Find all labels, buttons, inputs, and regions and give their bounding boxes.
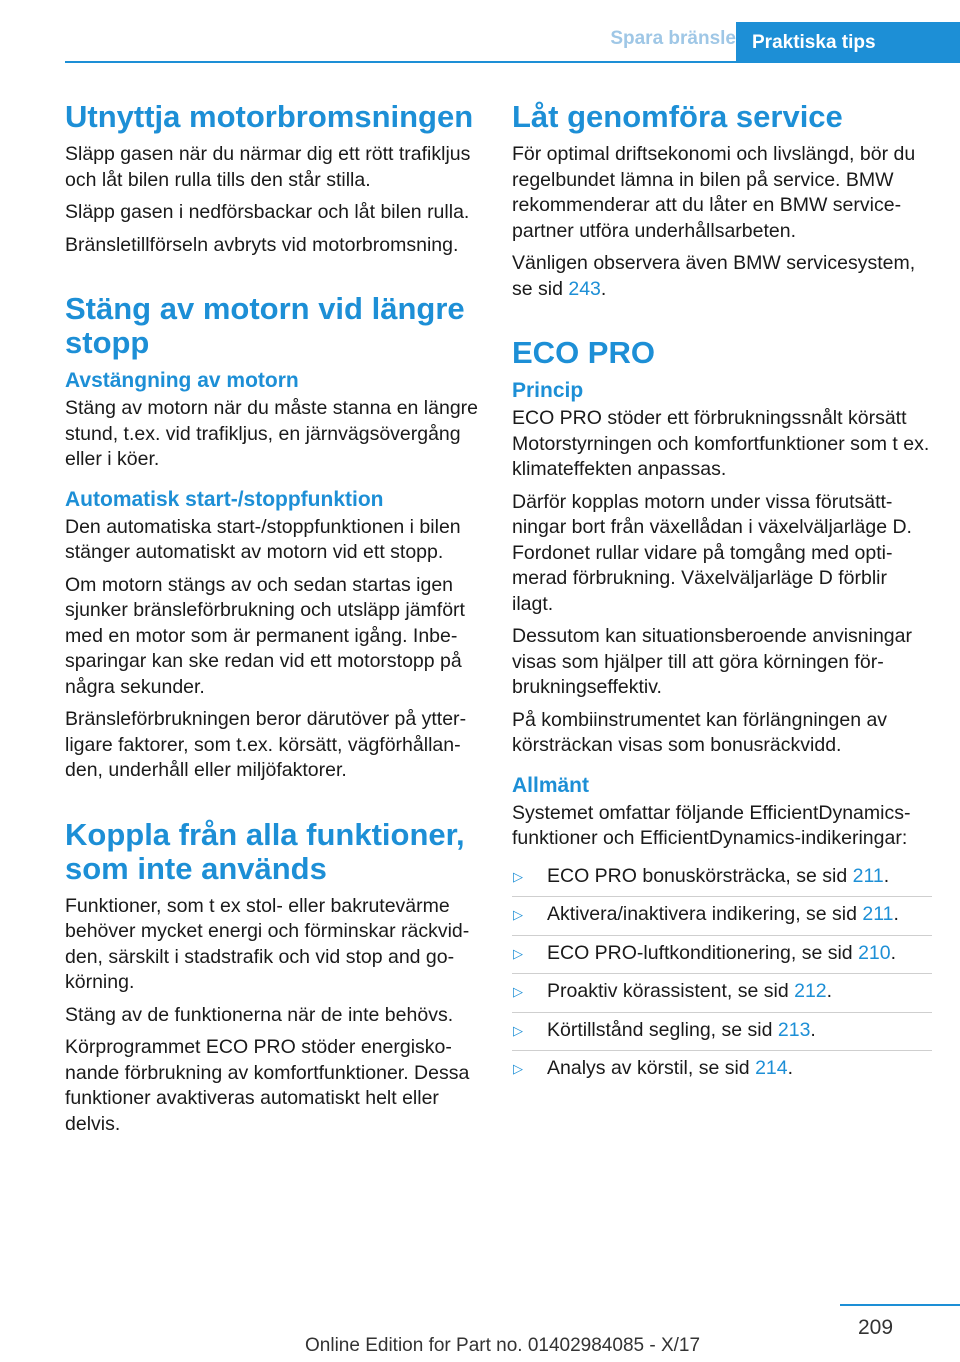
list-item-text: Analys av körstil, se sid 214. xyxy=(547,1057,794,1079)
page-link-243[interactable]: 243 xyxy=(568,277,601,300)
paragraph: Körprogrammet ECO PRO stöder energiskonande förbrukning av komfortfunktioner. Dessa funktioner avaktiveras automatiskt helt eller delvis. xyxy=(65,1036,470,1135)
paragraph: Systemet omfattar följande EfficientDynamics-funktioner och EfficientDynamics-indikeringar: xyxy=(512,801,911,849)
paragraph: Stäng av motorn när du måste stanna en längre stund, t.ex. vid trafikljus, en järnvägsövergång eller i köer. xyxy=(65,397,479,470)
list-item xyxy=(512,897,932,928)
page-number: 209 xyxy=(858,1316,894,1339)
page-link[interactable]: 211 xyxy=(862,903,894,925)
text: . xyxy=(600,277,607,300)
paragraph: Bränsleförbrukningen beror därutöver på ytterligare faktorer, som t.ex. körsätt, vägförhållanden, underhåll eller miljöfaktorer. xyxy=(65,708,467,781)
list-item xyxy=(512,974,932,1005)
list-item-text: Proaktiv körassistent, se sid 212. xyxy=(547,980,833,1002)
function-list xyxy=(512,859,932,1082)
subheading-avstangning: Avstängning av motorn xyxy=(65,369,299,392)
list-item-text: ECO PRO bonuskörsträcka, se sid 211. xyxy=(547,864,890,887)
page-link[interactable]: 212 xyxy=(794,980,827,1002)
paragraph: Därför kopplas motorn under vissa förutsättningar bort från växellådan i växelväljarläge D. Fordonet rullar vidare på tomgång med optimerad förbrukning. Växelväljarläge D förblir ilagt. xyxy=(512,490,912,615)
page-link[interactable]: 211 xyxy=(852,864,884,887)
list-item xyxy=(512,1013,932,1044)
triangle-bullet-icon: ▷ xyxy=(513,945,523,961)
page-link[interactable]: 210 xyxy=(858,941,891,964)
triangle-bullet-icon: ▷ xyxy=(513,907,523,922)
paragraph: Bränsletillförseln avbryts vid motorbromsning. xyxy=(65,233,459,256)
triangle-bullet-icon: ▷ xyxy=(513,984,523,999)
paragraph-service-ref xyxy=(512,251,932,302)
subheading-automatisk-start-stopp: Automatisk start-/stoppfunktion xyxy=(65,487,384,511)
heading-eco-pro: ECO PRO xyxy=(512,335,655,370)
right-column xyxy=(512,100,932,1089)
paragraph: På kombiinstrumentet kan förlängningen av körsträckan visas som bonusräckvidd. xyxy=(512,708,888,756)
triangle-bullet-icon: ▷ xyxy=(513,1061,523,1076)
page-link[interactable]: 214 xyxy=(755,1057,788,1079)
page-link[interactable]: 213 xyxy=(777,1018,811,1041)
triangle-bullet-icon: ▷ xyxy=(513,868,523,884)
edition-note: Online Edition for Part no. 01402984085 - X/17 xyxy=(305,1335,701,1356)
paragraph: Släpp gasen i nedförsbackar och låt bilen rulla. xyxy=(65,201,470,223)
paragraph: För optimal driftsekonomi och livslängd, bör du regelbundet lämna in bilen på service. BMW rekommenderar att du låter en BMW servicepartner utföra underhållsarbeten. xyxy=(512,143,916,242)
list-item-text: Aktivera/inaktivera indikering, se sid 211. xyxy=(547,903,899,925)
paragraph: Om motorn stängs av och sedan startas igen sjunker bränsleförbrukning och utsläpp jämfört med en motor som är permanent igång. Inbesparingar kan ske redan vid ett motorstopp på några sekunder. xyxy=(65,573,465,698)
list-item-text: Körtillstånd segling, se sid 213. xyxy=(547,1018,816,1041)
list-item xyxy=(512,1051,932,1082)
list-item xyxy=(512,936,932,967)
left-column xyxy=(65,100,485,1144)
paragraph: Dessutom kan situationsberoende anvisningar visas som hjälper till att göra körningen förbrukningseffektiv. xyxy=(512,625,912,698)
list-item-text: ECO PRO-luftkonditionering, se sid 210. xyxy=(547,941,897,964)
paragraph: Funktioner, som t ex stol- eller bakrutevärme behöver mycket energi och förminskar räckvidden, särskilt i stadstrafik och vid stop and go-körning. xyxy=(65,894,470,993)
triangle-bullet-icon: ▷ xyxy=(513,1022,523,1038)
heading-stang-av-motorn: Stäng av motorn vid längre stopp xyxy=(65,291,465,360)
footer-rule xyxy=(840,1304,960,1306)
paragraph: ECO PRO stöder ett förbrukningssnålt körsätt Motorstyrningen och komfortfunktioner som t ex. klimateffekten anpassas. xyxy=(512,407,930,480)
paragraph: Släpp gasen när du närmar dig ett rött trafikljus och låt bilen rulla tills den står stilla. xyxy=(65,143,471,191)
heading-utnyttja-motorbromsningen: Utnyttja motorbromsningen xyxy=(65,99,474,134)
header-rule xyxy=(65,61,960,63)
text: Vänligen observera även BMW servicesystem, se sid xyxy=(512,252,916,300)
paragraph: Den automatiska start-/stoppfunktionen i bilen stänger automatiskt av motorn vid ett stopp. xyxy=(65,515,461,563)
header-tab-spara-bransle[interactable]: Spara bränsle xyxy=(610,28,736,49)
subheading-allmant: Allmänt xyxy=(512,773,590,797)
header-tab-praktiska-tips[interactable]: Praktiska tips xyxy=(736,22,960,61)
list-item xyxy=(512,859,932,890)
heading-lat-genomfora-service: Låt genomföra service xyxy=(512,99,843,134)
subheading-princip: Princip xyxy=(512,379,584,402)
paragraph: Stäng av de funktionerna när de inte behövs. xyxy=(65,1003,454,1026)
heading-koppla-fran: Koppla från alla funktioner, som inte används xyxy=(65,816,465,886)
